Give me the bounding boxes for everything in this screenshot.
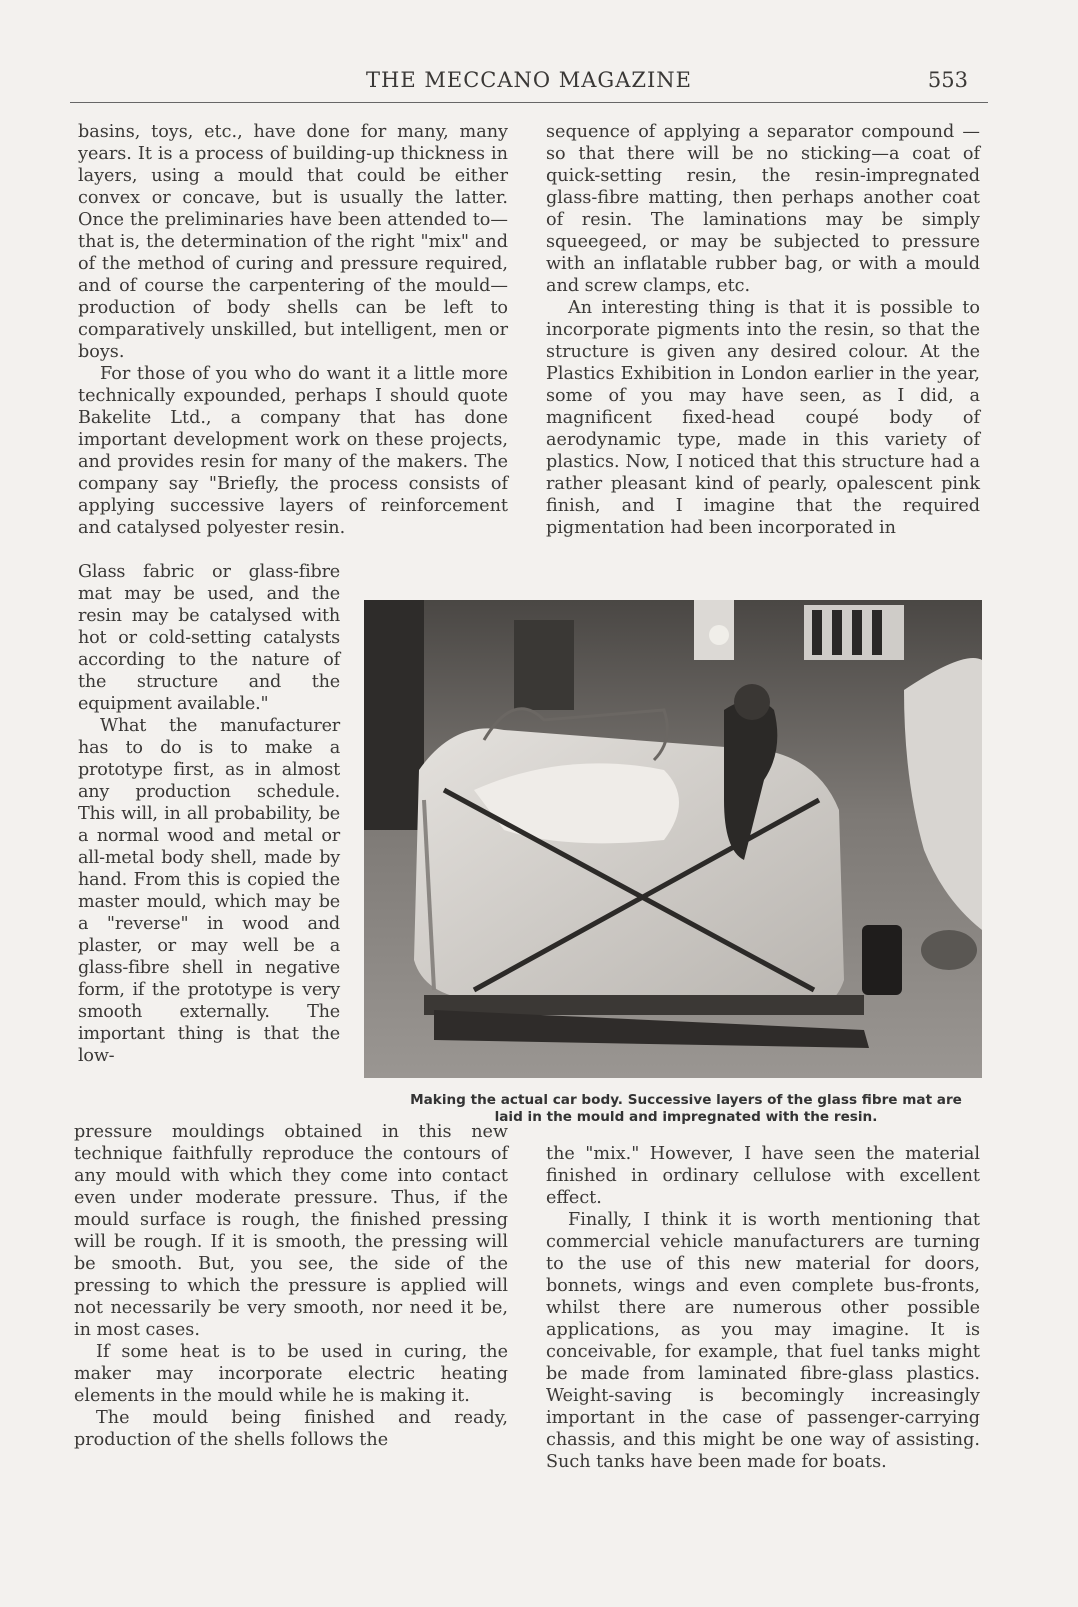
header-rule (70, 102, 988, 103)
paragraph: sequence of applying a separator compound —so that there will be no sticking—a coat of quick-setting resin, the resin-impregnated glass-fibre matting, then perhaps another coat of resin. The laminations may be simply squeegeed, or may be subjected to pressure with an inflatable rubber bag, or with a mould and screw clamps, etc. (546, 122, 980, 296)
photo-illustration (364, 600, 982, 1078)
paragraph: Finally, I think it is worth mentioning that commercial vehicle manufacturers are turning to the use of this new material for doors, bonnets, wings and even complete bus-fronts, whilst there are numerous other possible applications, as you may imagine. It is conceivable, for example, that fuel tanks might be made from laminated fibre-glass plastics. Weight-saving is becomingly increasingly important in the case of passenger-carrying chassis, and this might be one way of assisting. Such tanks have been made for boats. (546, 1210, 980, 1472)
caption-line: Making the actual car body. Successive layers of the glass fibre mat are (410, 1092, 962, 1108)
left-column-bottom (74, 1121, 508, 1451)
paragraph: The mould being finished and ready, production of the shells follows the (74, 1408, 508, 1450)
page-number: 553 (927, 68, 968, 92)
photo-caption (364, 1092, 1008, 1126)
page-header (70, 66, 988, 96)
paragraph: What the manufacturer has to do is to make a prototype first, as in almost any production schedule. This will, in all probability, be a normal wood and metal or all-metal body shell, made by hand. From this is copied the master mould, which may be a "reverse" in wood and plaster, or may well be a glass-fibre shell in negative form, if the prototype is very smooth externally. The important thing is that the low- (78, 716, 340, 1066)
paragraph: If some heat is to be used in curing, the maker may incorporate electric heating elements in the mould while he is making it. (74, 1342, 508, 1406)
paragraph: Glass fabric or glass-fibre mat may be used, and the resin may be catalysed with hot or cold-setting catalysts according to the nature of the structure and the equipment available." (78, 562, 340, 714)
left-column-top (78, 121, 508, 539)
car-body-photo (364, 600, 982, 1078)
paragraph: the "mix." However, I have seen the material finished in ordinary cellulose with excellent effect. (546, 1144, 980, 1208)
paragraph: An interesting thing is that it is possible to incorporate pigments into the resin, so that the structure is given any desired colour. At the Plastics Exhibition in London earlier in the year, some of you may have seen, as I did, a magnificent fixed-head coupé body of aerodynamic type, made in this variety of plastics. Now, I noticed that this structure had a rather pleasant kind of pearly, opalescent pink finish, and I imagine that the required pigmentation had been incorporated in (546, 298, 980, 538)
caption-line: laid in the mould and impregnated with the resin. (494, 1109, 878, 1125)
paragraph: pressure mouldings obtained in this new technique faithfully reproduce the contours of any mould with which they come into contact even under moderate pressure. Thus, if the mould surface is rough, the finished pressing will be rough. If it is smooth, the pressing will be smooth. But, you see, the side of the pressing to which the pressure is applied will not necessarily be very smooth, nor need it be, in most cases. (74, 1122, 508, 1340)
right-column-bottom (546, 1143, 980, 1473)
magazine-title: THE MECCANO MAGAZINE (366, 68, 692, 92)
right-column-top (546, 121, 980, 539)
paragraph: For those of you who do want it a little more technically expounded, perhaps I should quote Bakelite Ltd., a company that has done important development work on these projects, and provides resin for many of the makers. The company say "Briefly, the process consists of applying successive layers of reinforcement and catalysed polyester resin. (78, 364, 508, 538)
left-column-narrow (78, 561, 340, 1067)
paragraph: basins, toys, etc., have done for many, many years. It is a process of building-up thickness in layers, using a mould that could be either convex or concave, but is usually the latter. Once the preliminaries have been attended to—that is, the determination of the right "mix" and of the method of curing and pressure required, and of course the carpentering of the mould—production of body shells can be left to comparatively unskilled, but intelligent, men or boys. (78, 122, 508, 362)
